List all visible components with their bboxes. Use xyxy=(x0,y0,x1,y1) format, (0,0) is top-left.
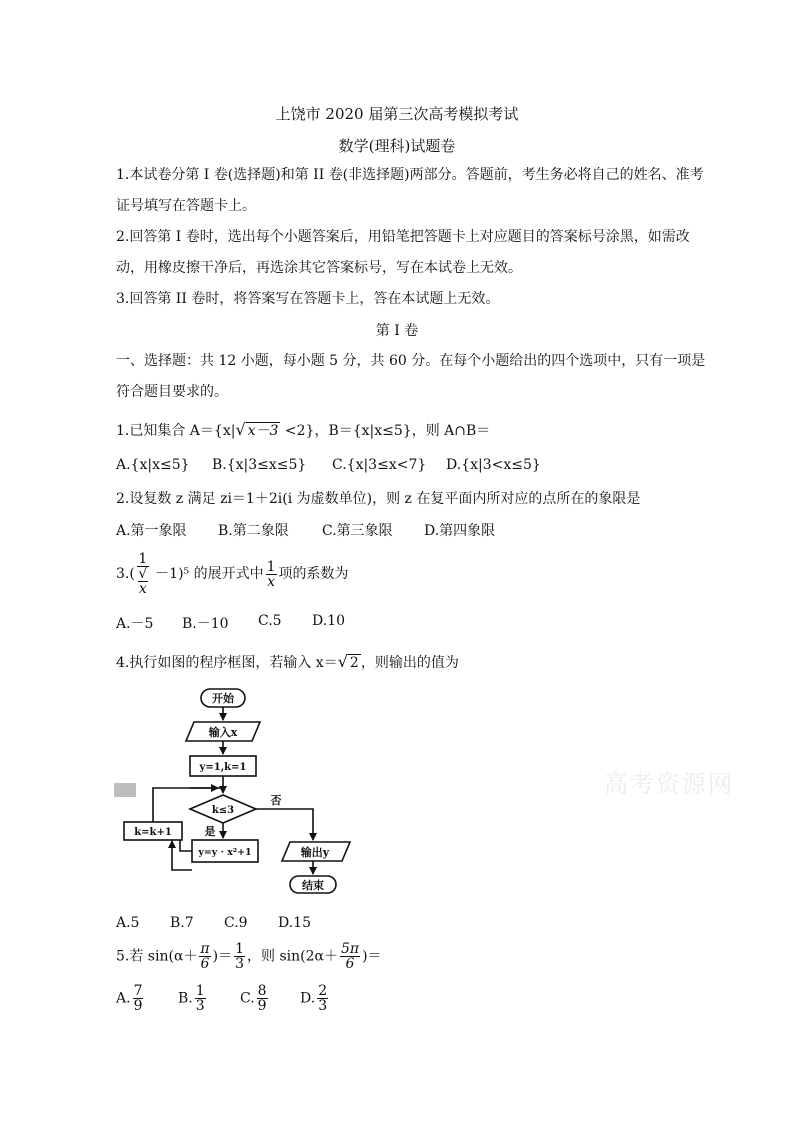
flow-incr-label: k=k+1 xyxy=(134,827,172,838)
q3-f2-num: 1 xyxy=(266,558,276,575)
q5-option-a xyxy=(116,984,145,1013)
q1-text-pre: 1.已知集合 A＝{x| xyxy=(116,423,236,439)
q5-f1-den: 6 xyxy=(200,956,210,972)
q3-option-c: C.5 xyxy=(258,613,282,629)
sqrt-sign-icon: √ xyxy=(337,652,348,671)
q5-option-b-fraction xyxy=(195,984,206,1013)
q3-fraction-1 xyxy=(137,552,149,596)
q4-option-a: A.5 xyxy=(116,915,140,931)
flow-input-label: 输入x xyxy=(208,726,238,739)
q1-radicand: x－3 xyxy=(247,423,279,439)
flowchart xyxy=(110,685,370,897)
flow-cond-label: k≤3 xyxy=(211,805,235,816)
q3-text-post: 项的系数为 xyxy=(278,566,349,582)
flow-arrow xyxy=(180,840,192,851)
q4-option-b: B.7 xyxy=(170,915,194,931)
q5-option-b xyxy=(178,984,208,1013)
q5-option-c xyxy=(240,984,270,1013)
q5-option-a-num: 7 xyxy=(133,983,143,999)
q5-option-b-label: B. xyxy=(178,990,193,1007)
q2-option-a: A.第一象限 xyxy=(116,523,187,539)
watermark: 高考资源网 xyxy=(604,770,734,798)
q5-f2-num: 5π xyxy=(340,941,360,957)
q1-option-d: D.{x|3<x≤5} xyxy=(446,457,541,473)
q1-option-c: C.{x|3≤x<7} xyxy=(332,457,427,473)
flow-yes-label: 是 xyxy=(204,825,216,838)
q3-text-pre: 3.( xyxy=(116,566,135,582)
q5-f2-den: 6 xyxy=(345,956,355,972)
q3-option-b: B.－10 xyxy=(182,616,229,632)
q5-option-d-label: D. xyxy=(300,990,316,1007)
q5-option-a-den: 9 xyxy=(133,998,143,1014)
flow-init-label: y=1,k=1 xyxy=(199,762,247,773)
q5-fraction-2 xyxy=(340,942,360,971)
q3-option-d: D.10 xyxy=(312,613,345,629)
flow-body-label: y=y · x²+1 xyxy=(198,847,252,858)
section-title: 第 I 卷 xyxy=(375,323,419,339)
q1-option-b: B.{x|3≤x≤5} xyxy=(212,457,307,473)
q4-text-pre: 4.执行如图的程序框图，若输入 x＝ xyxy=(116,655,338,671)
q5-value-fraction xyxy=(234,942,245,971)
q5-text-post: )＝ xyxy=(362,948,382,965)
flow-arrow xyxy=(172,841,192,870)
q4-text-post: ，则输出的值为 xyxy=(360,655,459,671)
q3-f2-den: x xyxy=(267,573,276,590)
scan-mark-icon xyxy=(114,783,136,797)
q5-text-mid: ，则 sin(2α＋ xyxy=(247,948,338,965)
q5-text-eq: )＝ xyxy=(212,948,233,965)
section-intro: 一、选择题：共 12 小题，每小题 5 分，共 60 分。在每个小题给出的四个选项中，只有一项是符合题目要求的。 xyxy=(116,353,706,400)
q2-option-d: D.第四象限 xyxy=(424,523,496,539)
q5-option-c-label: C. xyxy=(240,990,255,1007)
q5-option-c-fraction xyxy=(257,984,268,1013)
exam-title: 上饶市 2020 届第三次高考模拟考试 xyxy=(275,105,519,123)
q5-option-d-fraction xyxy=(317,984,328,1013)
flow-arrow xyxy=(256,809,313,840)
question-2: 2.设复数 z 满足 zi＝1＋2i(i 为虚数单位)，则 z 在复平面内所对应的点所在的象限是 xyxy=(116,491,641,507)
instruction-3: 3.回答第 II 卷时，将答案写在答题卡上，答在本试题上无效。 xyxy=(116,291,500,307)
q5-option-a-label: A. xyxy=(116,990,131,1007)
q3-f1-den: x xyxy=(138,581,147,597)
q4-radicand: 2 xyxy=(349,655,359,671)
q5-option-a-fraction xyxy=(133,984,144,1013)
q5-option-d-den: 3 xyxy=(318,998,328,1014)
q5-v-den: 3 xyxy=(235,956,244,972)
q3-f1-den-wrap: √ x xyxy=(138,566,148,597)
q5-option-c-num: 8 xyxy=(257,983,267,999)
q5-option-c-den: 9 xyxy=(257,998,267,1014)
q2-option-c: C.第三象限 xyxy=(322,523,393,539)
q2-option-b: B.第二象限 xyxy=(218,523,289,539)
q3-f1-num: 1 xyxy=(138,551,148,567)
q5-option-b-den: 3 xyxy=(195,998,205,1014)
q5-f1-num: π xyxy=(200,941,210,957)
q4-option-d: D.15 xyxy=(278,915,311,931)
flow-output-label: 输出y xyxy=(300,846,330,859)
q5-v-num: 1 xyxy=(235,941,244,957)
instruction-1: 1.本试卷分第 I 卷(选择题)和第 II 卷(非选择题)两部分。答题前，考生务必将自己的姓名、准考证号填写在答题卡上。 xyxy=(116,167,704,214)
exam-subtitle: 数学(理科)试题卷 xyxy=(338,137,456,155)
q1-option-a: A.{x|x≤5} xyxy=(116,457,190,473)
flow-start-label: 开始 xyxy=(212,692,234,705)
q5-option-b-num: 1 xyxy=(195,983,205,999)
q5-fraction-1 xyxy=(199,942,210,971)
instruction-2: 2.回答第 I 卷时，选出每个小题答案后，用铅笔把答题卡上对应题目的答案标号涂黑，如需改动，用橡皮擦干净后，再选涂其它答案标号，写在本试卷上无效。 xyxy=(116,229,690,276)
q5-text-pre: 5.若 sin(α＋ xyxy=(116,948,198,965)
q5-option-d-num: 2 xyxy=(318,983,328,999)
question-1 xyxy=(116,420,490,440)
question-4 xyxy=(116,652,459,672)
q3-text-mid: －1)⁵ 的展开式中 xyxy=(150,566,264,582)
q3-option-a: A.－5 xyxy=(116,616,154,632)
flow-no-label: 否 xyxy=(270,794,282,807)
question-5 xyxy=(116,942,382,971)
q4-option-c: C.9 xyxy=(224,915,248,931)
flow-end-label: 结束 xyxy=(302,879,324,892)
q1-text-post: <2}，B＝{x|x≤5}，则 A∩B＝ xyxy=(280,423,491,439)
q5-option-d xyxy=(300,984,330,1013)
sqrt-sign-icon: √ xyxy=(235,420,246,439)
q3-fraction-2 xyxy=(266,560,277,589)
question-3 xyxy=(116,552,349,596)
